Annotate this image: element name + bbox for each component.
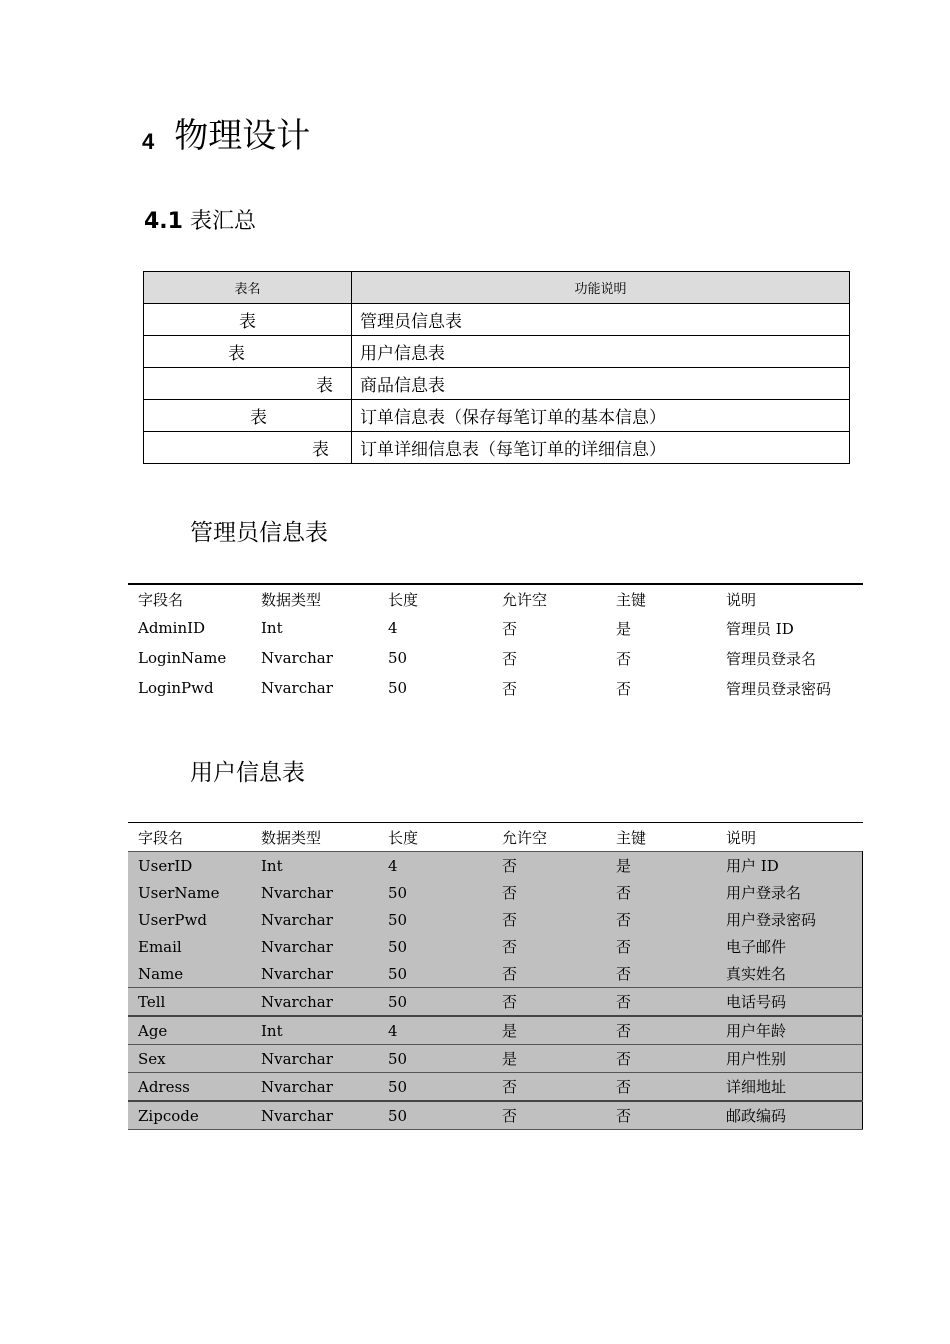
cell: Sex [128, 1045, 251, 1073]
table-row [128, 643, 863, 673]
table-row [144, 368, 850, 400]
cell: 4 [388, 619, 398, 637]
cell: Nvarchar [251, 1073, 378, 1102]
cell: 是 [492, 1016, 606, 1045]
cell: 否 [606, 879, 716, 906]
cell: 否 [606, 988, 716, 1017]
cell: 50 [378, 1073, 492, 1102]
table-row [128, 933, 863, 960]
cell: 用户性别 [716, 1045, 863, 1073]
cell: UserID [128, 852, 251, 880]
cell: 50 [388, 649, 408, 667]
cell: 50 [378, 1045, 492, 1073]
header-cell: 主键 [606, 584, 716, 613]
user-fields-table [128, 822, 863, 1130]
cell: 用户登录密码 [716, 906, 863, 933]
cell: 详细地址 [716, 1073, 863, 1102]
header-cell: 长度 [378, 823, 492, 852]
cell: Nvarchar [251, 906, 378, 933]
section-number: 4.1 [144, 209, 183, 234]
cell: AdminID [138, 619, 206, 637]
cell: 50 [378, 933, 492, 960]
cell: 否 [606, 960, 716, 988]
cell: UserPwd [128, 906, 251, 933]
cell: 否 [492, 1073, 606, 1102]
cell: 用户年龄 [716, 1016, 863, 1045]
table-row [128, 1045, 863, 1073]
cell: 管理员登录名 [726, 649, 817, 668]
cell: 是 [606, 852, 716, 880]
cell: 是 [492, 1045, 606, 1073]
table-row [128, 906, 863, 933]
header-cell: 说明 [716, 584, 863, 613]
cell: 50 [378, 879, 492, 906]
cell: 否 [616, 679, 632, 698]
cell: 用户登录名 [716, 879, 863, 906]
cell: LoginPwd [138, 679, 214, 697]
cell: 50 [378, 906, 492, 933]
header-cell: 长度 [378, 584, 492, 613]
table-row [144, 432, 850, 464]
cell: 管理员登录密码 [726, 679, 832, 698]
cell: 否 [492, 852, 606, 880]
cell: Int [251, 1016, 378, 1045]
header-cell: 允许空 [492, 584, 606, 613]
cell: Int [251, 852, 378, 880]
cell: 否 [606, 1045, 716, 1073]
table-desc-cell: 订单详细信息表（每笔订单的详细信息） [352, 432, 850, 464]
cell: 真实姓名 [716, 960, 863, 988]
cell: 否 [606, 1073, 716, 1102]
table-header-row [144, 272, 850, 304]
header-cell: 主键 [606, 823, 716, 852]
table-row [128, 1101, 863, 1130]
cell: 是 [616, 619, 632, 638]
cell: Nvarchar [251, 1045, 378, 1073]
table-desc-cell: 商品信息表 [352, 368, 850, 400]
chapter-heading [142, 108, 310, 157]
cell: Nvarchar [251, 988, 378, 1017]
cell: UserName [128, 879, 251, 906]
table-row [128, 852, 863, 880]
header-cell: 数据类型 [251, 584, 378, 613]
table-desc-cell: 订单信息表（保存每笔订单的基本信息） [352, 400, 850, 432]
cell: 否 [606, 933, 716, 960]
cell: 否 [492, 1101, 606, 1130]
table-row [144, 304, 850, 336]
cell: Zipcode [128, 1101, 251, 1130]
table-row [128, 960, 863, 988]
table-name-cell: 表 [144, 368, 352, 400]
cell: Adress [128, 1073, 251, 1102]
cell: Email [128, 933, 251, 960]
header-cell: 数据类型 [251, 823, 378, 852]
cell: 电话号码 [716, 988, 863, 1017]
cell: Nvarchar [251, 933, 378, 960]
cell: 用户 ID [716, 852, 863, 880]
header-cell: 允许空 [492, 823, 606, 852]
cell: 邮政编码 [716, 1101, 863, 1130]
cell: Tell [128, 988, 251, 1017]
cell: Nvarchar [261, 649, 333, 667]
table-row [128, 1073, 863, 1102]
cell: 否 [502, 649, 518, 668]
header-cell: 字段名 [128, 584, 251, 613]
table-row [128, 988, 863, 1017]
cell: 否 [492, 960, 606, 988]
cell: 50 [378, 1101, 492, 1130]
header-cell: 说明 [716, 823, 863, 852]
header-cell: 功能说明 [352, 272, 850, 304]
cell: 管理员 ID [726, 619, 794, 638]
cell: 否 [606, 1016, 716, 1045]
user-table-title: 用户信息表 [190, 760, 305, 786]
table-desc-cell: 用户信息表 [352, 336, 850, 368]
cell: Nvarchar [251, 1101, 378, 1130]
cell: Age [128, 1016, 251, 1045]
admin-fields-table [128, 583, 863, 703]
cell: 电子邮件 [716, 933, 863, 960]
section-title: 表汇总 [189, 209, 256, 234]
chapter-number: 4 [142, 129, 155, 154]
table-row [128, 879, 863, 906]
cell: Nvarchar [251, 879, 378, 906]
cell: Nvarchar [251, 960, 378, 988]
cell: 50 [378, 960, 492, 988]
table-name-cell: 表 [144, 432, 352, 464]
table-row [128, 613, 863, 643]
table-desc-cell: 管理员信息表 [352, 304, 850, 336]
cell: Int [261, 619, 283, 637]
cell: 4 [378, 852, 492, 880]
cell: 否 [492, 988, 606, 1017]
cell: 否 [606, 906, 716, 933]
section-heading [144, 204, 256, 235]
table-header-row [128, 584, 863, 613]
cell: 否 [502, 619, 518, 638]
cell: 50 [388, 679, 408, 697]
chapter-title: 物理设计 [174, 116, 311, 156]
cell: Nvarchar [261, 679, 333, 697]
table-row [144, 336, 850, 368]
cell: 否 [492, 879, 606, 906]
cell: 否 [492, 933, 606, 960]
cell: 否 [492, 906, 606, 933]
table-name-cell: 表 [144, 304, 352, 336]
cell: LoginName [138, 649, 227, 667]
header-cell: 表名 [144, 272, 352, 304]
table-name-cell: 表 [144, 336, 352, 368]
table-row [128, 1016, 863, 1045]
admin-table-title: 管理员信息表 [190, 520, 328, 546]
table-header-row [128, 823, 863, 852]
cell: Name [128, 960, 251, 988]
summary-table [143, 271, 850, 464]
cell: 50 [378, 988, 492, 1017]
table-row [144, 400, 850, 432]
table-name-cell: 表 [144, 400, 352, 432]
cell: 否 [616, 649, 632, 668]
cell: 4 [378, 1016, 492, 1045]
cell: 否 [502, 679, 518, 698]
cell: 否 [606, 1101, 716, 1130]
table-row [128, 673, 863, 703]
header-cell: 字段名 [128, 823, 251, 852]
